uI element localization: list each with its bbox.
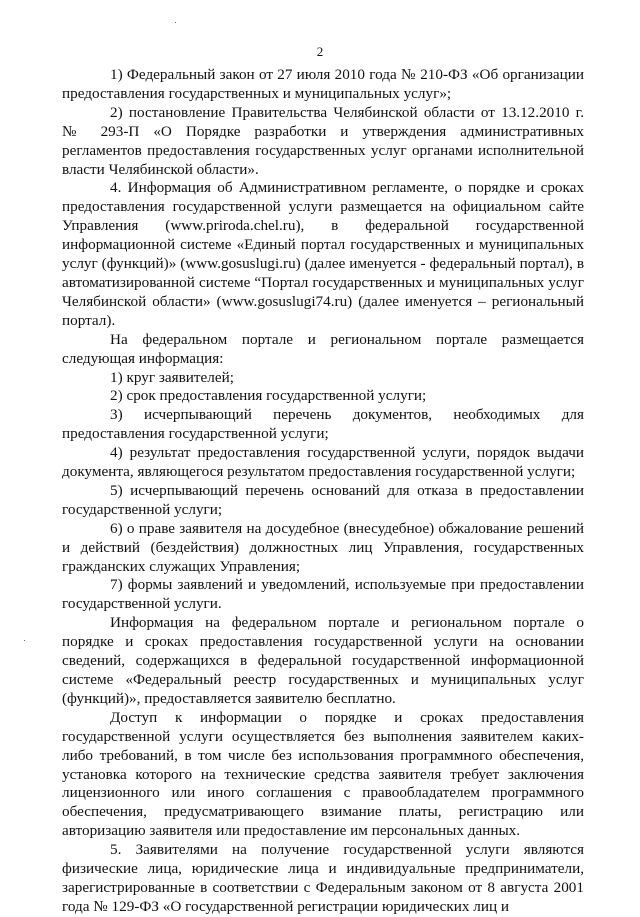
document-body bbox=[62, 66, 584, 917]
list-item: 6) о праве заявителя на досудебное (внесудебное) обжалование решений и действий (бездействия) должностных лиц Управления, государственных гражданских служащих Управления; bbox=[62, 519, 584, 575]
paragraph: Доступ к информации о порядке и сроках предоставления государственной услуги осуществляется без выполнения заявителем каких-либо требований, в том числе без использования программного обеспечения, установка которого на технические средства заявителя требует заключения лицензионного или иного соглашения с правообладателем программного обеспечения, предусматривающего взимание платы, регистрацию или авторизацию заявителя или предоставление им персональных данных. bbox=[62, 708, 584, 840]
paragraph: На федеральном портале и региональном портале размещается следующая информация: bbox=[62, 330, 584, 367]
list-item: 4) результат предоставления государственной услуги, порядок выдачи документа, являющегося результатом предоставления государственной услуги; bbox=[62, 444, 584, 481]
paragraph: Информация на федеральном портале и региональном портале о порядке и сроках предоставления государственной услуги на основании сведений, содержащихся в федеральной государственной информационной системе «Федеральный реестр государственных и муниципальных услуг (функций)», предоставляется заявителю бесплатно. bbox=[62, 614, 584, 707]
paragraph: 4. Информация об Административном регламенте, о порядке и сроках предоставления государственной услуги размещается на официальном сайте Управления (www.priroda.chel.ru), в федеральной государственной информационной системе «Единый портал государственных и муниципальных услуг (функций)» (www.gosuslugi.ru) (далее именуется - федеральный портал), в автоматизированной системе “Портал государственных и муниципальных услуг Челябинской области» (www.gosuslugi74.ru) (далее именуется – региональный портал). bbox=[62, 179, 584, 329]
paragraph: 5. Заявителями на получение государственной услуги являются физические лица, юридические лица и индивидуальные предприниматели, зарегистрированные в соответствии с Федеральным законом от 8 августа 2001 года № 129-ФЗ «О государственной регистрации юридических лиц и bbox=[62, 841, 584, 915]
list-item: 2) срок предоставления государственной услуги; bbox=[110, 387, 427, 405]
paragraph: 1) Федеральный закон от 27 июля 2010 года № 210-ФЗ «Об организации предоставления государственных и муниципальных услуг»; bbox=[62, 66, 584, 102]
paragraph: 2) постановление Правительства Челябинской области от 13.12.2010 г. № 293-П «О Порядке разработки и утверждения административных регламентов предоставления государственных услуг органами исполнительной власти Челябинской области». bbox=[62, 103, 584, 178]
list-item: 1) круг заявителей; bbox=[110, 368, 234, 386]
list-item: 7) формы заявлений и уведомлений, используемые при предоставлении государственной услуги. bbox=[62, 576, 584, 613]
scan-speck bbox=[24, 640, 25, 641]
page-number: 2 bbox=[316, 44, 324, 59]
list-item: 3) исчерпывающий перечень документов, необходимых для предоставления государственной услуги; bbox=[62, 406, 584, 443]
list-item: 5) исчерпывающий перечень оснований для отказа в предоставлении государственной услуги; bbox=[62, 481, 584, 518]
scan-speck bbox=[175, 22, 176, 23]
